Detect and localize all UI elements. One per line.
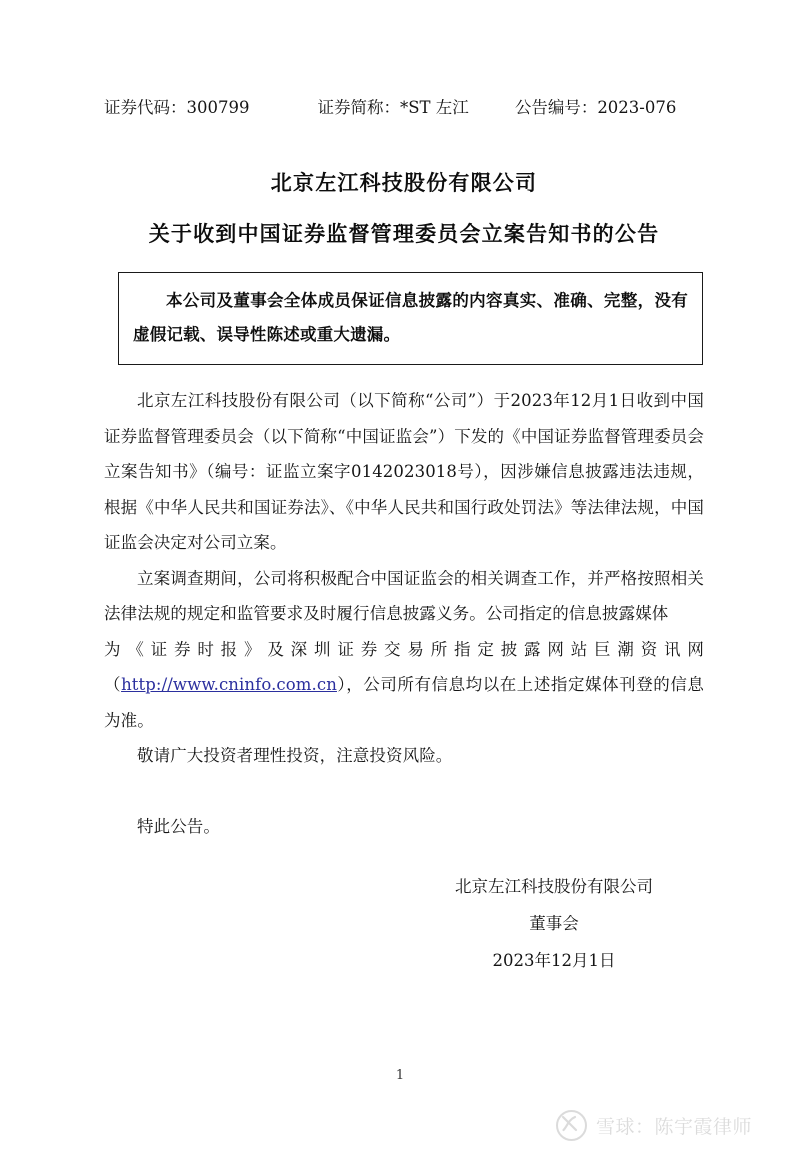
body-paragraph-3: 敬请广大投资者理性投资，注意投资风险。 [137, 746, 453, 765]
body-spacer [104, 774, 704, 809]
body-paragraph-2-part2: 为《证券时报》及深圳证券交易所指定披露网站巨潮资讯网 [104, 639, 704, 659]
page-title-company: 北京左江科技股份有限公司 [270, 170, 538, 195]
announcement-number-value: 2023-076 [597, 98, 677, 117]
paren-open: （ [104, 675, 122, 694]
signature-date: 2023年12月1日 [492, 951, 616, 970]
body-paragraph-2-part3 [104, 667, 704, 738]
stock-name-label: 证券简称： [317, 98, 400, 117]
signature-issuer: 董事会 [529, 914, 579, 933]
disclaimer-box [118, 272, 703, 365]
body-paragraph-1: 北京左江科技股份有限公司（以下简称“公司”）于2023年12月1日收到中国证券监督管理委员会（以下简称“中国证监会”）下发的《中国证券监督管理委员会立案告知书》（编号：证监立案字0142023018号），因涉嫌信息披露违法违规，根据《中华人民共和国证券法》、《中华人民共和国行政处罚法》等法律法规，中国证监会决定对公司立案。 [104, 391, 704, 552]
signature-block [404, 868, 704, 979]
watermark-text: 雪球：陈宇霞律师 [596, 1116, 753, 1138]
stock-name-value: *ST 左江 [400, 98, 469, 117]
document-header [104, 95, 704, 121]
cninfo-link[interactable]: http://www.cninfo.com.cn [121, 675, 337, 694]
body-paragraph-2-part1: 立案调查期间，公司将积极配合中国证监会的相关调查工作，并严格按照相关法律法规的规定和监管要求及时履行信息披露义务。公司指定的信息披露媒体 [104, 568, 704, 623]
watermark [556, 1110, 752, 1141]
stock-code-label: 证券代码： [104, 98, 187, 117]
page-number: 1 [395, 1068, 405, 1083]
disclaimer-text: 本公司及董事会全体成员保证信息披露的内容真实、准确、完整，没有虚假记载、误导性陈述或重大遗漏。 [133, 291, 688, 344]
announcement-number-label: 公告编号： [514, 98, 598, 117]
signature-company: 北京左江科技股份有限公司 [455, 877, 653, 896]
page-title-subject: 关于收到中国证券监督管理委员会立案告知书的公告 [148, 221, 660, 246]
paragraph-2-tail: ），公司所有信息均以在上述指定媒体刊登的信息为准。 [104, 675, 704, 730]
xueqiu-logo-icon [556, 1110, 587, 1141]
stock-code-value: 300799 [186, 98, 250, 117]
document-body [104, 383, 704, 844]
document-title-block [100, 163, 708, 254]
body-paragraph-4: 特此公告。 [137, 816, 220, 836]
